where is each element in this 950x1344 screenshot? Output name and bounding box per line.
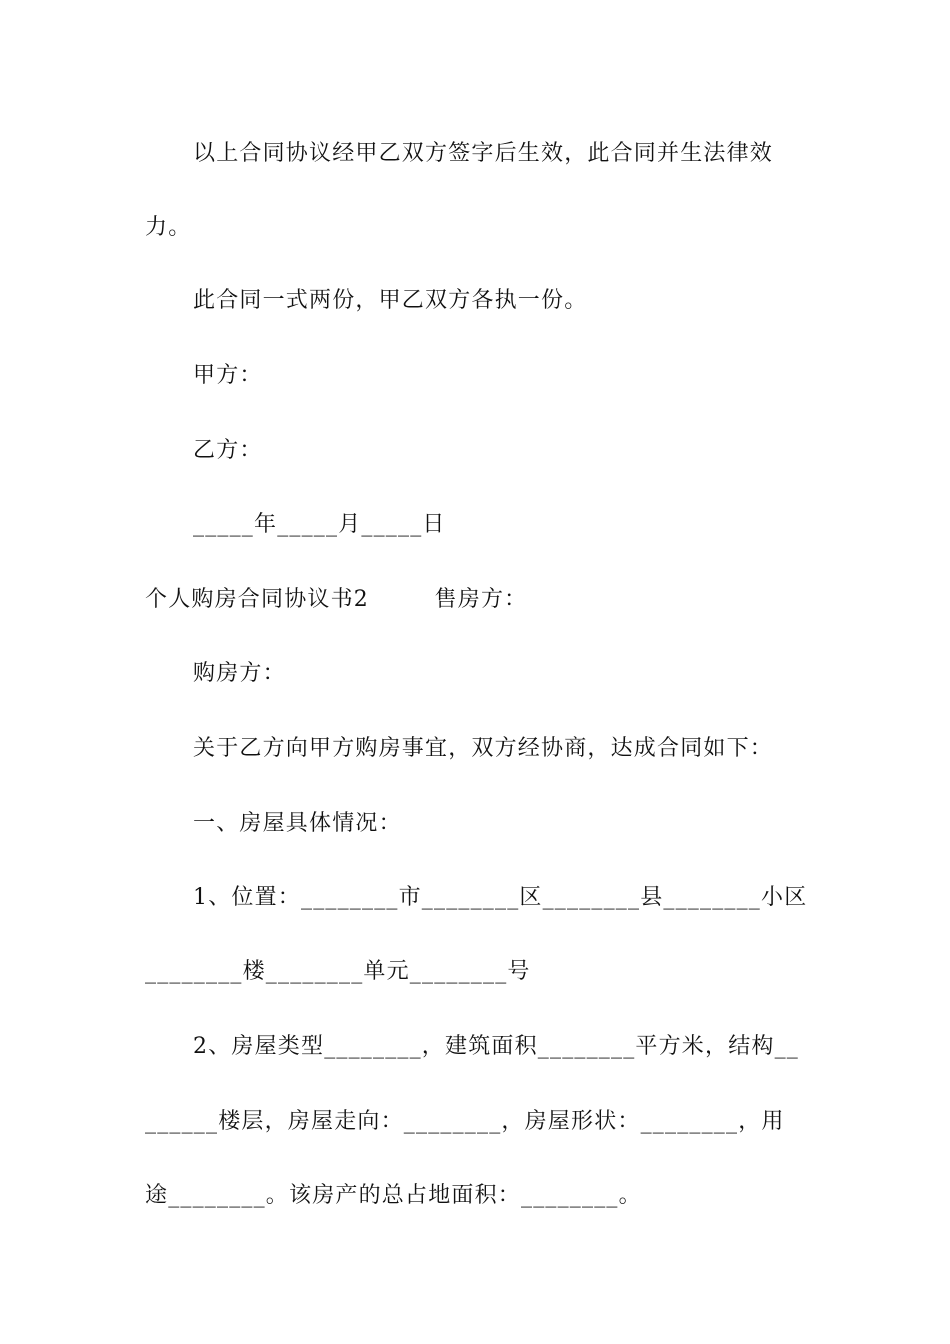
paragraph-effective-clause-continued: 力。 bbox=[145, 215, 192, 240]
paragraph-agreement-intro: 关于乙方向甲方购房事宜，双方经协商，达成合同如下： bbox=[193, 736, 774, 761]
section-heading-house-details: 一、房屋具体情况： bbox=[193, 811, 402, 836]
item-location: 1、位置：________市________区________县________小区 bbox=[193, 885, 808, 910]
paragraph-effective-clause: 以上合同协议经甲乙双方签字后生效，此合同并生法律效 bbox=[193, 141, 774, 166]
contract-title-and-seller-line: 个人购房合同协议书2 售房方： bbox=[145, 587, 528, 612]
item-house-type-continued: ______楼层，房屋走向：________，房屋形状：________，用 bbox=[145, 1109, 785, 1134]
item-location-continued: ________楼________单元________号 bbox=[145, 959, 531, 984]
party-a-signature-line: 甲方： bbox=[193, 363, 263, 388]
paragraph-copies-clause: 此合同一式两份，甲乙双方各执一份。 bbox=[193, 288, 588, 313]
date-line: _____年_____月_____日 bbox=[193, 512, 446, 537]
item-house-type: 2、房屋类型________，建筑面积________平方米，结构__ bbox=[193, 1034, 799, 1059]
item-house-type-usage: 途________。该房产的总占地面积：________。 bbox=[145, 1183, 642, 1208]
party-b-signature-line: 乙方： bbox=[193, 438, 263, 463]
buyer-line: 购房方： bbox=[193, 661, 286, 686]
